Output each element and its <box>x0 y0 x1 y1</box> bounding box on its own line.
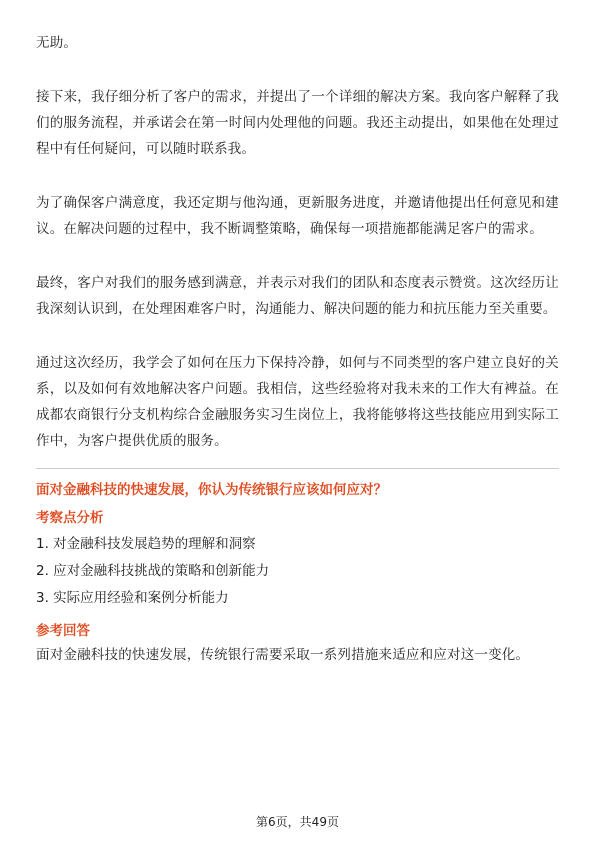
paragraph-3: 为了确保客户满意度，我还定期与他沟通，更新服务进度，并邀请他提出任何意见和建议。在解决问题的过程中，我不断调整策略，确保每一项措施都能满足客户的需求。 <box>36 195 559 237</box>
interview-question: 面对金融科技的快速发展，你认为传统银行应该如何应对？ <box>36 482 387 498</box>
paragraph-5: 通过这次经历，我学会了如何在压力下保持冷静，如何与不同类型的客户建立良好的关系，以及如何有效地解决客户问题。我相信，这些经验将对我未来的工作大有裨益。在成都农商银行分支机构综合金融服务实习生岗位上，我将能够将这些技能应用到实际工作中，为客户提供优质的服务。 <box>36 355 559 449</box>
analysis-heading: 考察点分析 <box>36 510 104 526</box>
analysis-points <box>36 531 559 612</box>
paragraph-4: 最终，客户对我们的服务感到满意，并表示对我们的团队和态度表示赞赏。这次经历让我深刻认识到，在处理困难客户时，沟通能力、解决问题的能力和抗压能力至关重要。 <box>36 275 559 317</box>
section-divider <box>36 468 559 469</box>
paragraph-2: 接下来，我仔细分析了客户的需求，并提出了一个详细的解决方案。我向客户解释了我们的服务流程，并承诺会在第一时间内处理他的问题。我还主动提出，如果他在处理过程中有任何疑问，可以随时联系我。 <box>36 89 559 157</box>
analysis-point: 1. 对金融科技发展趋势的理解和洞察 <box>36 536 256 552</box>
paragraph-1: 无助。 <box>36 35 78 51</box>
answer-text: 面对金融科技的快速发展，传统银行需要采取一系列措施来适应和应对这一变化。 <box>36 647 530 663</box>
analysis-point: 3. 实际应用经验和案例分析能力 <box>36 590 229 606</box>
page-content <box>36 30 559 668</box>
analysis-point: 2. 应对金融科技挑战的策略和创新能力 <box>36 563 270 579</box>
answer-heading: 参考回答 <box>36 623 90 639</box>
page-number: 第6页，共49页 <box>256 815 339 829</box>
